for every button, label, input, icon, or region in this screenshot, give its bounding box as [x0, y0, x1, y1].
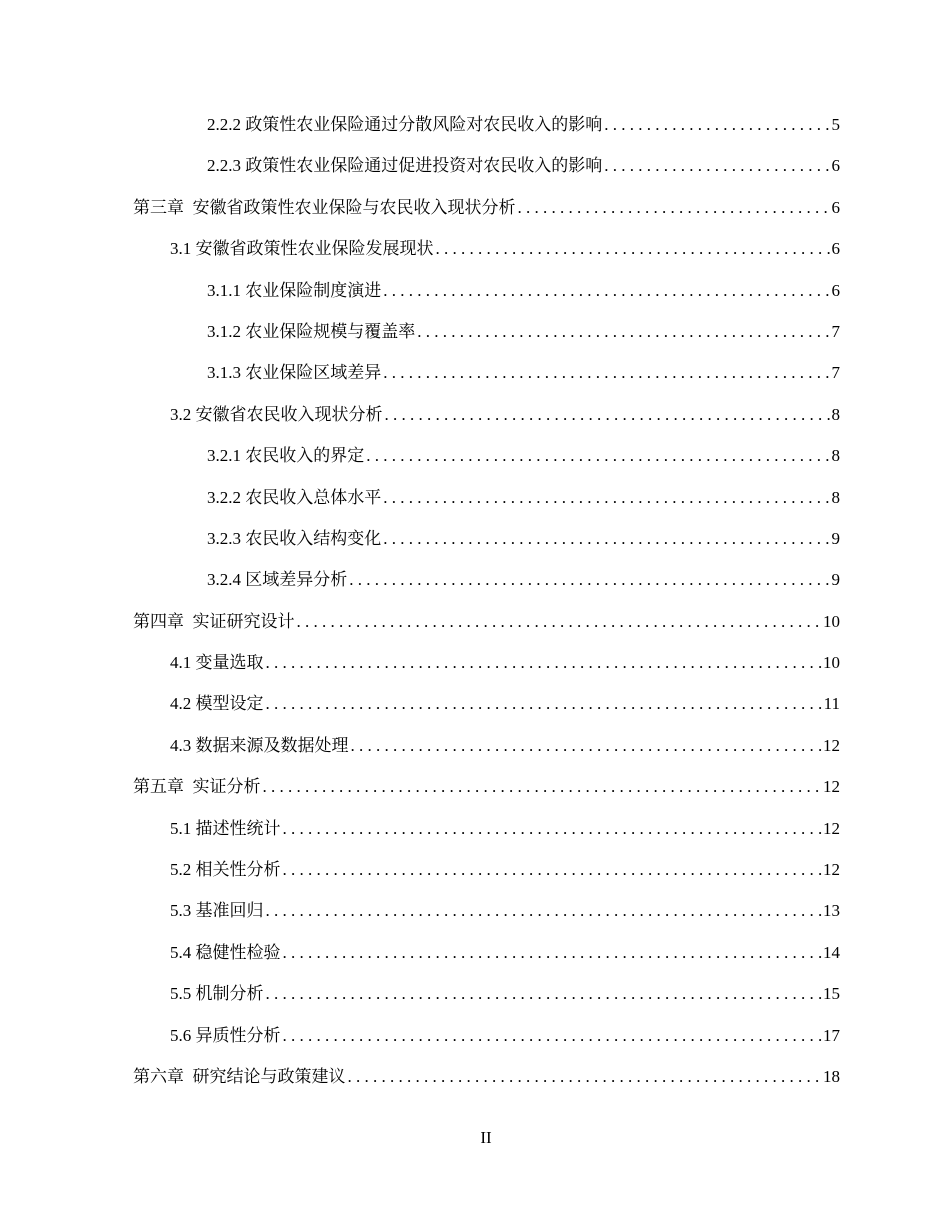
toc-entry-page: 6 [831, 239, 840, 259]
toc-entry-page: 6 [831, 156, 840, 176]
toc-entry-page: 10 [823, 611, 840, 631]
toc-dot-leader [602, 104, 831, 145]
toc-entry-label: 3.1.2 农业保险规模与覆盖率 [207, 321, 416, 341]
toc-entry-label: 4.1 变量选取 [170, 653, 264, 673]
toc-entry-label: 第四章 实证研究设计 [133, 611, 295, 631]
toc-dot-leader [381, 477, 831, 518]
toc-section-entry[interactable] [0, 890, 840, 931]
toc-entry-label: 第五章 实证分析 [133, 777, 261, 797]
toc-chapter-entry[interactable] [0, 187, 840, 228]
toc-entry-page: 7 [831, 321, 840, 341]
toc-entry-page: 18 [823, 1066, 840, 1086]
toc-dot-leader [261, 766, 824, 807]
toc-dot-leader [346, 1056, 824, 1097]
toc-entry-label: 3.1.3 农业保险区域差异 [207, 363, 382, 383]
toc-entry-page: 8 [831, 446, 840, 466]
toc-dot-leader [264, 973, 824, 1014]
toc-entry-label: 5.5 机制分析 [170, 984, 264, 1004]
toc-entry-label: 第三章 安徽省政策性农业保险与农民收入现状分析 [133, 197, 516, 217]
toc-dot-leader [264, 683, 824, 724]
toc-entry-page: 5 [831, 115, 840, 134]
toc-dot-leader [364, 435, 831, 476]
toc-entry-label: 第六章 研究结论与政策建议 [133, 1066, 346, 1086]
toc-dot-leader [383, 394, 832, 435]
toc-dot-leader [381, 518, 831, 559]
toc-entry-label: 2.2.2 政策性农业保险通过分散风险对农民收入的影响 [207, 115, 603, 134]
toc-entry-label: 4.3 数据来源及数据处理 [170, 735, 349, 755]
toc-entry[interactable] [0, 477, 840, 518]
toc-chapter-entry[interactable] [0, 1056, 840, 1097]
toc-entry-page: 13 [823, 901, 840, 921]
toc-section-entry[interactable] [0, 642, 840, 683]
toc-entry-label: 5.2 相关性分析 [170, 860, 281, 880]
toc-entry-label: 3.2.2 农民收入总体水平 [207, 487, 382, 507]
toc-entry-label: 3.1.1 农业保险制度演进 [207, 280, 382, 300]
toc-entry-label: 3.2.3 农民收入结构变化 [207, 528, 382, 548]
toc-entry[interactable] [0, 352, 840, 393]
toc-dot-leader [264, 642, 824, 683]
toc-entry-label: 5.1 描述性统计 [170, 818, 281, 838]
toc-entry[interactable] [0, 145, 840, 186]
toc-entry[interactable] [0, 311, 840, 352]
toc-chapter-entry[interactable] [0, 766, 840, 807]
toc-entry-page: 17 [823, 1025, 840, 1045]
toc-entry-label: 3.1 安徽省政策性农业保险发展现状 [170, 239, 434, 259]
toc-dot-leader [264, 890, 824, 931]
toc-entry-label: 3.2.4 区域差异分析 [207, 570, 348, 590]
toc-entry-page: 8 [831, 487, 840, 507]
toc-entry-page: 10 [823, 653, 840, 673]
toc-entry-page: 12 [823, 777, 840, 797]
toc-entry-label: 3.2 安徽省农民收入现状分析 [170, 404, 383, 424]
toc-dot-leader [415, 311, 831, 352]
toc-section-entry[interactable] [0, 228, 840, 269]
toc-section-entry[interactable] [0, 1015, 840, 1056]
toc-dot-leader [281, 808, 824, 849]
toc-entry[interactable] [0, 559, 840, 600]
toc-chapter-entry[interactable] [0, 601, 840, 642]
toc-entry-label: 5.6 异质性分析 [170, 1025, 281, 1045]
toc-entry-page: 9 [831, 570, 840, 590]
toc-section-entry[interactable] [0, 394, 840, 435]
toc-section-entry[interactable] [0, 808, 840, 849]
toc-entry-label: 5.4 稳健性检验 [170, 942, 281, 962]
toc-entry-page: 12 [823, 818, 840, 838]
toc-dot-leader [295, 601, 824, 642]
toc-dot-leader [516, 187, 832, 228]
toc-entry-page: 12 [823, 860, 840, 880]
toc-dot-leader [602, 145, 831, 186]
toc-entry[interactable] [0, 435, 840, 476]
toc-entry-label: 3.2.1 农民收入的界定 [207, 446, 365, 466]
toc-section-entry[interactable] [0, 932, 840, 973]
toc-section-entry[interactable] [0, 683, 840, 724]
toc-dot-leader [349, 725, 824, 766]
toc-entry-label: 2.2.3 政策性农业保险通过促进投资对农民收入的影响 [207, 156, 603, 176]
toc-dot-leader [347, 559, 831, 600]
toc-dot-leader [281, 1015, 824, 1056]
toc-section-entry[interactable] [0, 725, 840, 766]
toc-entry-page: 6 [831, 197, 840, 217]
toc-dot-leader [281, 932, 824, 973]
toc-section-entry[interactable] [0, 973, 840, 1014]
toc-entry[interactable] [0, 270, 840, 311]
toc-entry-page: 6 [831, 280, 840, 300]
toc-entry-label: 5.3 基准回归 [170, 901, 264, 921]
toc-entry[interactable] [0, 518, 840, 559]
page-number: II [480, 1128, 492, 1147]
toc-dot-leader [381, 270, 831, 311]
toc-entry[interactable] [0, 104, 840, 145]
toc-dot-leader [281, 849, 824, 890]
toc-entry-label: 4.2 模型设定 [170, 694, 264, 714]
toc-entry-page: 8 [831, 404, 840, 424]
toc-dot-leader [434, 228, 832, 269]
toc-dot-leader [381, 352, 831, 393]
toc-entry-page: 14 [823, 942, 840, 962]
toc-entry-page: 11 [823, 694, 840, 714]
toc-entry-page: 15 [823, 984, 840, 1004]
toc-entry-page: 7 [831, 363, 840, 383]
table-of-contents [0, 104, 950, 1097]
toc-entry-page: 9 [831, 528, 840, 548]
toc-entry-page: 12 [823, 735, 840, 755]
toc-section-entry[interactable] [0, 849, 840, 890]
